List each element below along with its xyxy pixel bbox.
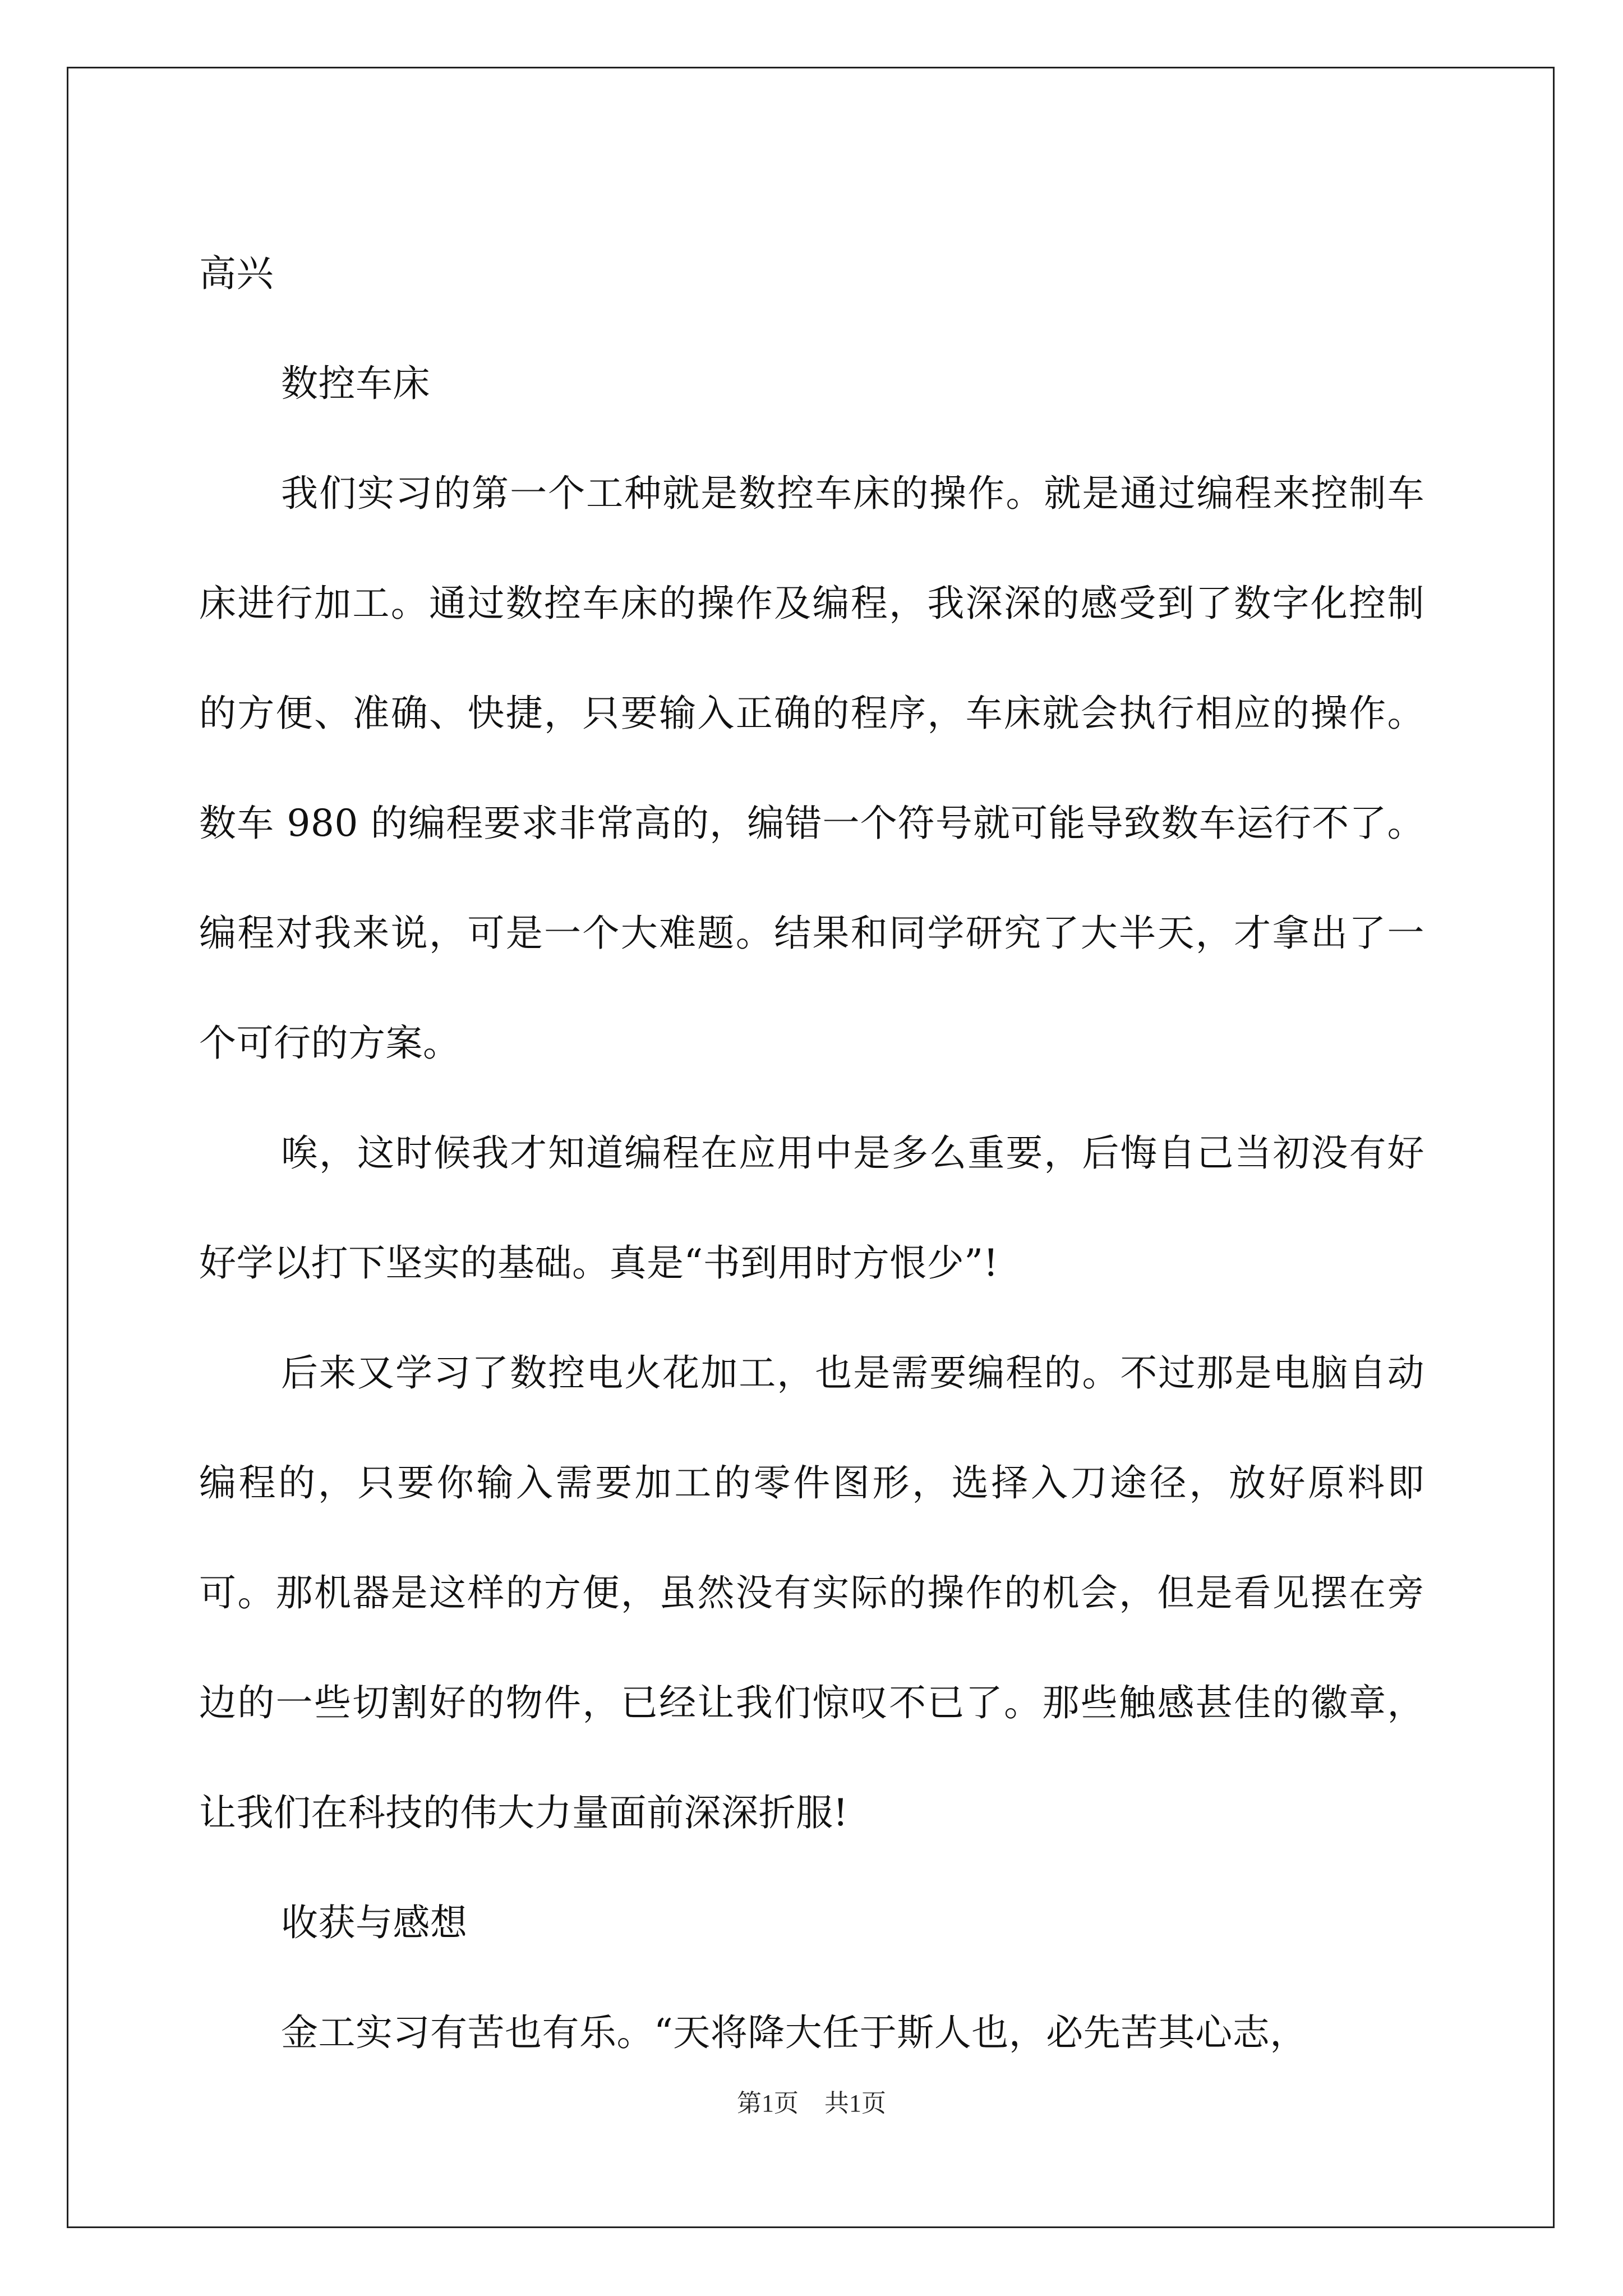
paragraph-cnc-lathe: 我们实习的第一个工种就是数控车床的操作。就是通过编程来控制车床进行加工。通过数控车床的操作及编程，我深深的感受到了数字化控制的方便、准确、快捷，只要输入正确的程序，车床就会执行相应的操作。数车 980 的编程要求非常高的，编错一个符号就可能导致数车运行不了。编程对我来说，可是一个大难题。结果和同学研究了大半天，才拿出了一个可行的方案。 (199, 472, 1424, 1065)
page-footer (0, 2087, 1623, 2120)
section-heading-cnc-lathe: 数控车床 (281, 362, 430, 405)
paragraph-continuation: 高兴 (199, 252, 274, 295)
paragraph-edm: 后来又学习了数控电火花加工，也是需要编程的。不过那是电脑自动编程的，只要你输入需要加工的零件图形，选择入刀途径，放好原料即可。那机器是这样的方便，虽然没有实际的操作的机会，但是看见摆在旁边的一些切割好的物件，已经让我们惊叹不已了。那些触感甚佳的徽章，让我们在科技的伟大力量面前深深折服! (199, 1351, 1424, 1834)
page-number: 第1页 (737, 2090, 799, 2117)
page-total: 共1页 (824, 2090, 886, 2117)
paragraph-regret: 唉，这时候我才知道编程在应用中是多么重要，后悔自己当初没有好好学以打下坚实的基础。真是“书到用时方恨少”! (199, 1131, 1424, 1285)
paragraph-reflections: 金工实习有苦也有乐。“天将降大任于斯人也，必先苦其心志， (281, 2011, 1307, 2054)
document-body (199, 219, 1424, 2088)
section-heading-reflections: 收获与感想 (281, 1901, 468, 1944)
